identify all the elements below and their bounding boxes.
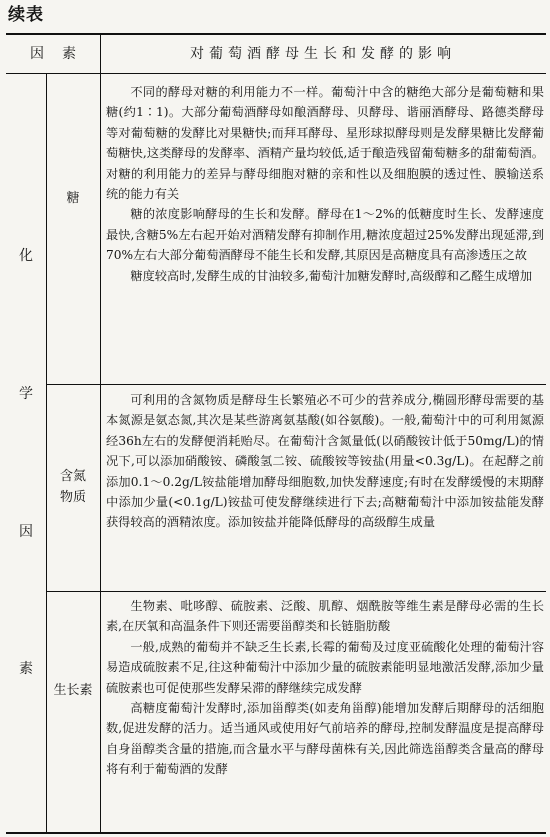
factor-nitrogen [46,466,100,508]
table-top-rule [6,33,546,35]
row-separator [46,591,546,592]
paragraph: 高糖度葡萄汁发酵时,添加甾醇类(如麦角甾醇)能增加发酵后期酵母的活细胞数,促进发酵的活力。适当通风或使用好气前培养的酵母,控制发酵温度是提高酵母自身甾醇类含量的措施,而含量水平与酵母菌株有关,因此筛选甾醇类含量高的酵母将有利于葡萄酒的发酵 [106,701,544,777]
cell-sugar-effect [106,82,544,286]
continuation-label: 续表 [8,5,44,25]
category-char: 因 [19,524,33,540]
paragraph: 糖的浓度影响酵母的生长和发酵。酵母在1～2%的低糖度时生长、发酵速度最快,含糖5%左右起开始对酒精发酵有抑制作用,糖浓度超过25%发酵出现延滞,到70%左右大部分葡萄酒酵母不能生长和发酵,其原因是高糖度具有高渗透压之故 [106,207,544,263]
paragraph: 可利用的含氮物质是酵母生长繁殖必不可少的营养成分,椭圆形酵母需要的基本氮源是氨态氮,其次是某些游离氨基酸(如谷氨酸)。一般,葡萄汁中的可利用氮源经36h左右的发酵便消耗贻尽。在葡萄汁含氮量低(以硝酸铵计低于50mg/L)的情况下,可以添加硝酸铵、磷酸氢二铵、硫酸铵等铵盐(用量<0.3g/L)。在起酵之前添加0.1～0.2g/L铵盐能增加酵母细胞数,加快发酵速度;有时在发酵缓慢的末期酵中添加少量(<0.1g/L)铵盐可使发酵继续进行下去;高糖葡萄汁中添加铵盐能发酵获得较高的酒精浓度。添加铵盐并能降低酵母的高级醇生成量 [106,393,544,530]
factor-nitrogen-line: 物质 [59,490,86,505]
header-effect: 对葡萄酒酵母生长和发酵的影响 [190,46,456,62]
factor-sugar: 糖 [66,191,80,206]
table-bottom-rule [6,832,546,834]
factor-divider [100,34,101,832]
category-char: 化 [19,248,33,264]
cell-nitrogen-effect [106,390,544,533]
category-char: 素 [19,661,33,677]
header-factor: 因素 [30,46,94,62]
paragraph: 不同的酵母对糖的利用能力不一样。葡萄汁中含的糖绝大部分是葡萄糖和果糖(约1∶1)。大部分葡萄酒酵母如酿酒酵母、贝酵母、谐丽酒酵母、路德类酵母等对葡萄糖的发酵比对果糖快;而拜耳酵母、星形球拟酵母则是发酵果糖比发酵葡萄糖快,这类酵母的发酵率、酒精产量均较低,适于酿造残留葡萄糖多的甜葡萄酒。对糖的利用能力的差异与酵母细胞对糖的亲和性以及细胞膜的透过性、膜输送系统的能力有关 [106,85,544,202]
paragraph: 一般,成熟的葡萄并不缺乏生长素,长霉的葡萄及过度亚硫酸化处理的葡萄汁容易造成硫胺素不足,往这种葡萄汁中添加少量的硫胺素能明显地激活发酵,添加少量硫胺素也可促使那些发酵呆滞的酵继续完成发酵 [106,639,544,695]
table-header-rule [6,73,546,74]
paragraph: 生物素、吡哆醇、硫胺素、泛酸、肌醇、烟酰胺等维生素是酵母必需的生长素,在厌氧和高温条件下则还需要甾醇类和长链脂肪酸 [106,599,544,634]
row-separator [46,384,546,385]
category-char: 学 [19,386,33,402]
factor-nitrogen-line: 含氮 [59,469,86,484]
paragraph: 糖度较高时,发酵生成的甘油较多,葡萄汁加糖发酵时,高级醇和乙醛生成增加 [130,268,533,283]
cell-growth-factor-effect [106,596,544,780]
factor-growth-factor: 生长素 [53,683,93,698]
